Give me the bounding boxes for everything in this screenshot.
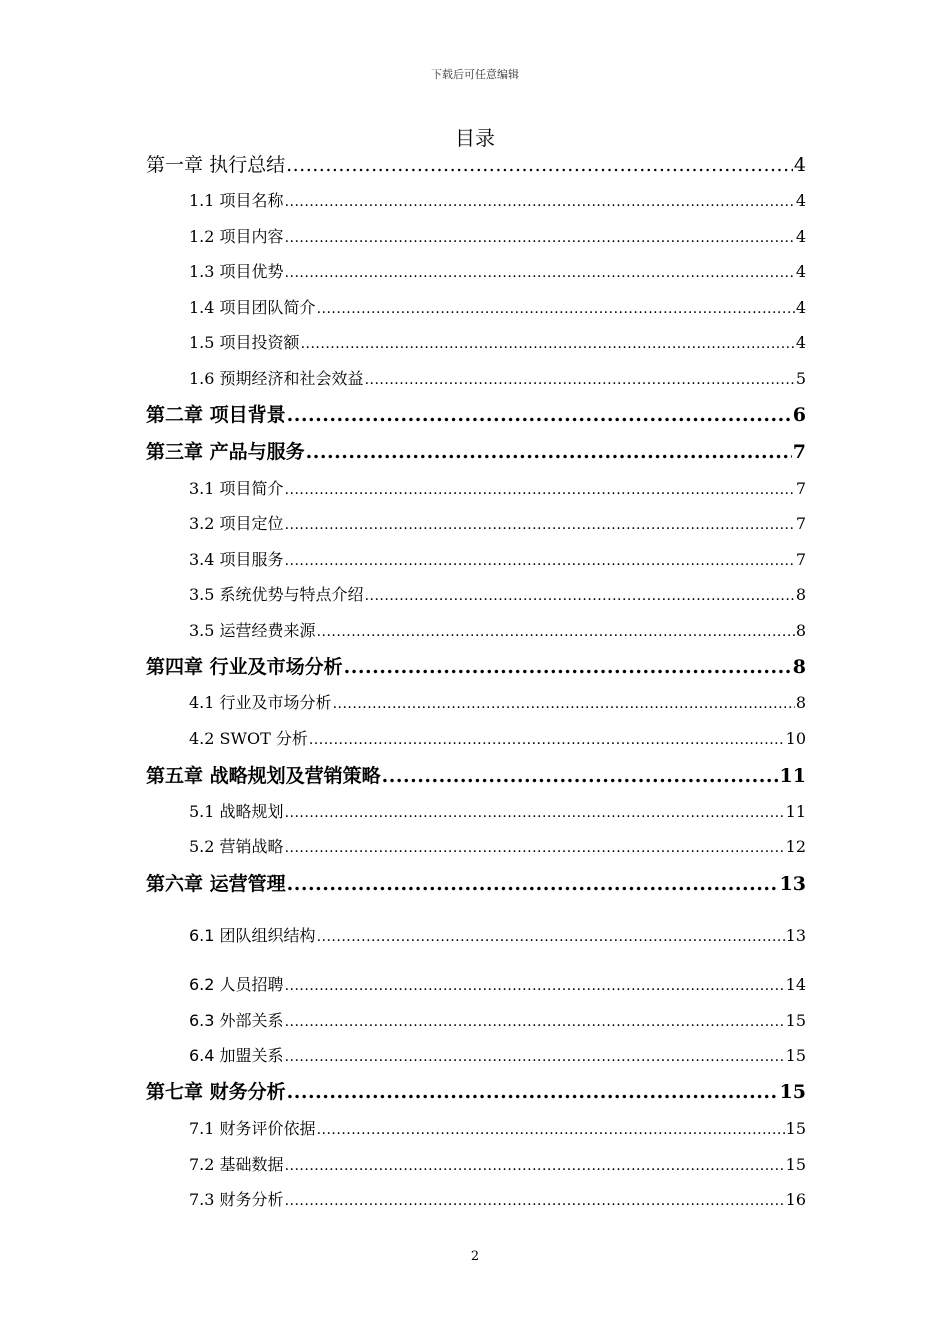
- toc-entry-page: 13: [785, 926, 806, 945]
- toc-leader: [301, 336, 795, 352]
- toc-entry-page: 5: [795, 369, 806, 388]
- toc-leader: [285, 482, 795, 498]
- toc-entry-title: 项目服务: [219, 550, 284, 569]
- toc-chapter-6[interactable]: [146, 869, 806, 896]
- toc-section-4-2[interactable]: [189, 726, 806, 749]
- toc-entry-title: 战略规划及营销策略: [209, 765, 381, 787]
- toc-entry-page: 4: [795, 191, 806, 210]
- toc-leader: [344, 656, 792, 678]
- toc-chapter-2[interactable]: [146, 400, 806, 427]
- toc-entry-page: 8: [795, 621, 806, 640]
- toc-leader: [317, 624, 795, 640]
- toc-entry-page: 15: [779, 1081, 806, 1103]
- toc-entry-title: 执行总结: [209, 154, 286, 176]
- toc-entry-title: 项目背景: [209, 404, 286, 426]
- toc-entry-number: 第七章: [146, 1081, 204, 1103]
- toc-leader: [333, 696, 795, 712]
- toc-section-6-3[interactable]: [189, 1008, 806, 1031]
- toc-entry-title: 产品与服务: [209, 441, 305, 463]
- toc-entry-number: 6.3: [189, 1011, 215, 1030]
- toc-entry-page: 10: [785, 729, 806, 748]
- toc-entry-number: 1.6: [189, 369, 215, 388]
- toc-entry-page: 4: [795, 262, 806, 281]
- toc-entry-page: 12: [785, 837, 806, 856]
- toc-leader: [365, 588, 795, 604]
- toc-section-6-2[interactable]: [189, 972, 806, 995]
- toc-entry-page: 8: [795, 693, 806, 712]
- toc-chapter-4[interactable]: [146, 652, 806, 679]
- toc-section-1-5[interactable]: [189, 330, 806, 353]
- toc-entry-number: 6.4: [189, 1046, 215, 1065]
- toc-entry-number: 4.2: [189, 729, 215, 748]
- toc-entry-number: 1.2: [189, 227, 215, 246]
- toc-entry-page: 15: [785, 1119, 806, 1138]
- toc-entry-number: 3.5: [189, 621, 215, 640]
- toc-entry-title: 人员招聘: [219, 975, 284, 994]
- toc-entry-title: 战略规划: [219, 802, 284, 821]
- toc-section-3-2[interactable]: [189, 511, 806, 534]
- toc-entry-page: 15: [785, 1011, 806, 1030]
- toc-entry-title: 基础数据: [219, 1155, 284, 1174]
- toc-entry-number: 第四章: [146, 656, 204, 678]
- toc-chapter-3[interactable]: [146, 437, 806, 464]
- toc-entry-page: 6: [792, 404, 806, 426]
- toc-entry-title: 运营管理: [209, 873, 286, 895]
- toc-section-1-6[interactable]: [189, 366, 806, 389]
- toc-leader: [317, 1122, 785, 1138]
- toc-entry-title: 项目内容: [219, 227, 284, 246]
- toc-entry-title: 财务分析: [209, 1081, 286, 1103]
- toc-entry-title: 项目定位: [219, 514, 284, 533]
- toc-chapter-1[interactable]: [146, 150, 806, 177]
- toc-entry-title: 系统优势与特点介绍: [219, 585, 364, 604]
- toc-leader: [285, 553, 795, 569]
- toc-section-1-2[interactable]: [189, 224, 806, 247]
- toc-entry-title: 财务评价依据: [219, 1119, 316, 1138]
- toc-title: 目录: [455, 126, 495, 150]
- toc-section-4-1[interactable]: [189, 690, 806, 713]
- toc-section-7-2[interactable]: [189, 1152, 806, 1175]
- toc-entry-page: 7: [795, 479, 806, 498]
- toc-entry-title: 项目团队简介: [219, 298, 316, 317]
- toc-entry-title: 预期经济和社会效益: [219, 369, 364, 388]
- toc-entry-title: 外部关系: [219, 1011, 284, 1030]
- toc-entry-title: 财务分析: [219, 1190, 284, 1209]
- toc-entry-title: 项目名称: [219, 191, 284, 210]
- toc-entry-number: 3.4: [189, 550, 215, 569]
- toc-entry-title: 运营经费来源: [219, 621, 316, 640]
- toc-entry-number: 7.3: [189, 1190, 215, 1209]
- toc-entry-page: 16: [785, 1190, 806, 1209]
- toc-section-7-1[interactable]: [189, 1116, 806, 1139]
- toc-entry-page: 4: [795, 333, 806, 352]
- page-number: 2: [470, 1249, 480, 1264]
- toc-section-5-2[interactable]: [189, 834, 806, 857]
- toc-entry-title: 项目简介: [219, 479, 284, 498]
- toc-entry-number: 5.2: [189, 837, 215, 856]
- toc-entry-number: 3.5: [189, 585, 215, 604]
- toc-entry-number: 7.1: [189, 1119, 215, 1138]
- toc-leader: [285, 1158, 785, 1174]
- toc-entry-number: 第六章: [146, 873, 204, 895]
- toc-entry-page: 11: [779, 765, 806, 787]
- toc-leader: [287, 404, 792, 426]
- toc-leader: [285, 805, 785, 821]
- toc-section-6-1[interactable]: [189, 923, 806, 946]
- toc-leader: [285, 840, 785, 856]
- toc-entry-number: 第五章: [146, 765, 204, 787]
- toc-entry-number: 1.1: [189, 191, 215, 210]
- toc-entry-page: 8: [795, 585, 806, 604]
- toc-leader: [285, 230, 795, 246]
- page-header: 下载后可任意编辑: [431, 68, 519, 81]
- toc-leader: [287, 1081, 779, 1103]
- toc-entry-page: 7: [795, 514, 806, 533]
- toc-entry-page: 7: [792, 441, 806, 463]
- toc-leader: [285, 1014, 785, 1030]
- toc-section-6-4[interactable]: [189, 1043, 806, 1066]
- toc-leader: [285, 1193, 785, 1209]
- toc-leader: [306, 441, 792, 463]
- toc-entry-number: 3.2: [189, 514, 215, 533]
- toc-entry-number: 6.2: [189, 975, 215, 994]
- toc-section-7-3[interactable]: [189, 1187, 806, 1210]
- toc-section-3-4[interactable]: [189, 547, 806, 570]
- toc-entry-number: 1.5: [189, 333, 215, 352]
- toc-leader: [285, 517, 795, 533]
- toc-entry-page: 4: [795, 227, 806, 246]
- toc-section-1-3[interactable]: [189, 259, 806, 282]
- toc-leader: [309, 732, 785, 748]
- toc-entry-title: 团队组织结构: [219, 926, 316, 945]
- toc-entry-number: 1.3: [189, 262, 215, 281]
- toc-entry-number: 第一章: [146, 154, 204, 176]
- toc-leader: [317, 301, 795, 317]
- toc-leader: [317, 929, 785, 945]
- toc-entry-title: 行业及市场分析: [219, 693, 332, 712]
- toc-entry-page: 8: [792, 656, 806, 678]
- toc-entry-page: 4: [795, 298, 806, 317]
- toc-entry-page: 14: [785, 975, 806, 994]
- toc-entry-number: 5.1: [189, 802, 215, 821]
- toc-entry-title: SWOT 分析: [219, 729, 308, 748]
- toc-chapter-7[interactable]: [146, 1077, 806, 1104]
- toc-entry-title: 行业及市场分析: [209, 656, 343, 678]
- toc-leader: [286, 154, 793, 176]
- toc-entry-page: 4: [793, 154, 806, 176]
- toc-section-3-5a[interactable]: [189, 582, 806, 605]
- toc-section-5-1[interactable]: [189, 799, 806, 822]
- toc-leader: [285, 1049, 785, 1065]
- toc-leader: [285, 265, 795, 281]
- toc-entry-number: 4.1: [189, 693, 215, 712]
- toc-entry-title: 项目优势: [219, 262, 284, 281]
- toc-section-1-4[interactable]: [189, 295, 806, 318]
- toc-entry-page: 11: [785, 802, 806, 821]
- toc-leader: [287, 873, 779, 895]
- toc-section-3-5b[interactable]: [189, 618, 806, 641]
- toc-leader: [285, 194, 795, 210]
- toc-entry-title: 加盟关系: [219, 1046, 284, 1065]
- toc-entry-number: 第二章: [146, 404, 204, 426]
- toc-entry-page: 13: [779, 873, 806, 895]
- toc-section-3-1[interactable]: [189, 476, 806, 499]
- toc-leader: [285, 978, 785, 994]
- toc-entry-page: 15: [785, 1155, 806, 1174]
- toc-entry-title: 营销战略: [219, 837, 284, 856]
- toc-section-1-1[interactable]: [189, 188, 806, 211]
- toc-chapter-5[interactable]: [146, 761, 806, 788]
- toc-leader: [365, 372, 795, 388]
- toc-entry-number: 3.1: [189, 479, 215, 498]
- toc-entry-number: 1.4: [189, 298, 215, 317]
- toc-leader: [382, 765, 779, 787]
- toc-entry-number: 7.2: [189, 1155, 215, 1174]
- toc-entry-number: 6.1: [189, 926, 215, 945]
- toc-entry-page: 7: [795, 550, 806, 569]
- toc-entry-title: 项目投资额: [219, 333, 300, 352]
- toc-entry-page: 15: [785, 1046, 806, 1065]
- toc-entry-number: 第三章: [146, 441, 204, 463]
